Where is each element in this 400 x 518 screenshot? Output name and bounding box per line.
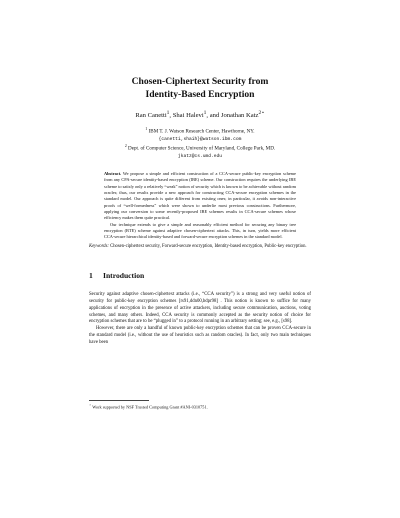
abstract-paragraph: Our technique extends to give a simple and reasonably efficient method for securing any binary tree encryption (BTE) scheme against adaptive chosen-ciphertext attacks. This, in turn, yields more efficient CCA-secure hierarchical identity-based and forward-secure encryption schemes in the standard model. xyxy=(104,221,296,240)
author-affil-mark: 1 xyxy=(166,110,170,116)
footnote-rule xyxy=(89,400,149,401)
affiliation-mark: 1 xyxy=(145,127,148,131)
abstract xyxy=(104,171,296,241)
title-line-2: Identity-Based Encryption xyxy=(145,88,255,100)
section-number: 1 xyxy=(89,271,93,280)
affiliation-text: Dept. of Computer Science, University of Maryland, College Park, MD. xyxy=(128,145,276,152)
author-name: Jonathan Katz xyxy=(220,112,259,120)
body-paragraph: Security against adaptive chosen-ciphertext attacks (i.e., “CCA security”) is a strong and very useful notion of security for public-key encryption schemes [rs91,ddn00,bdpr98] . This notion is known to suffice for many applications of encryption in the presence of active attackers, including secure communication, auctions, voting schemes, and many others. Indeed, CCA security is commonly accepted as the security notion of choice for encryption schemes that are to be “plugged in” to a protocol running in an arbitrary setting; see, e.g., [s98]. xyxy=(89,292,311,325)
abstract-paragraph xyxy=(104,171,296,222)
author-separator: , and xyxy=(206,112,221,120)
title-line-1: Chosen-Ciphertext Security from xyxy=(131,76,269,87)
keywords xyxy=(89,244,311,251)
affiliation-email: jkatz@cs.umd.edu xyxy=(177,153,223,159)
paper-title xyxy=(60,76,340,101)
abstract-text: We propose a simple and efficient construction of a CCA-secure public-key encryption scheme from any CPA-secure identity-based encryption (IBE) scheme. Our construction requires the underlying IBE scheme to satisfy only a relatively “weak” notion of security which is known to be achievable without random oracles; thus, our results provide a new approach for constructing CCA-secure encryption schemes in the standard model. Our approach is quite different from existing ones; in particular, it avoids non-interactive proofs of “well-formedness” which were shown to underlie most previous constructions. Furthermore, applying our conversion to some recently-proposed IBE schemes results in CCA-secure schemes whose efficiency makes them quite practical. xyxy=(104,171,296,221)
abstract-label: Abstract. xyxy=(104,171,122,176)
affiliation-line xyxy=(60,126,340,136)
footnote-mark: ⋆ xyxy=(89,403,92,407)
affiliation-line xyxy=(60,143,340,153)
author-name: Ran Canetti xyxy=(135,112,167,120)
affiliation-text: IBM T. J. Watson Research Center, Hawthorne, NY. xyxy=(148,128,255,135)
keywords-label: Keywords: xyxy=(89,244,109,249)
keywords-text: Chosen-ciphertext security, Forward-secure encryption, Identity-based encryption, Public-key encryption. xyxy=(110,244,307,249)
body-text xyxy=(89,292,311,347)
section-heading xyxy=(89,271,144,280)
author-separator: , xyxy=(169,112,173,120)
author-name: Shai Halevi xyxy=(172,112,204,120)
affiliation-mark: 2 xyxy=(124,143,127,148)
author-list xyxy=(60,110,340,119)
author-affil-mark: 1 xyxy=(203,110,207,116)
affiliations xyxy=(60,126,340,160)
footnote xyxy=(89,402,311,410)
section-title: Introduction xyxy=(103,271,145,280)
body-paragraph: However, there are only a handful of known public-key encryption schemes that can be proven CCA-secure in the standard model (i.e., without the use of heuristics such as random oracles). In fact, only two main techniques have been xyxy=(89,326,311,345)
affiliation-email: {canetti,shaih}@watson.ibm.com xyxy=(158,136,242,142)
footnote-text: Work supported by NSF Trusted Computing Grant #ANI-0310751. xyxy=(91,404,208,410)
author-affil-mark: 2⋆ xyxy=(258,110,265,116)
